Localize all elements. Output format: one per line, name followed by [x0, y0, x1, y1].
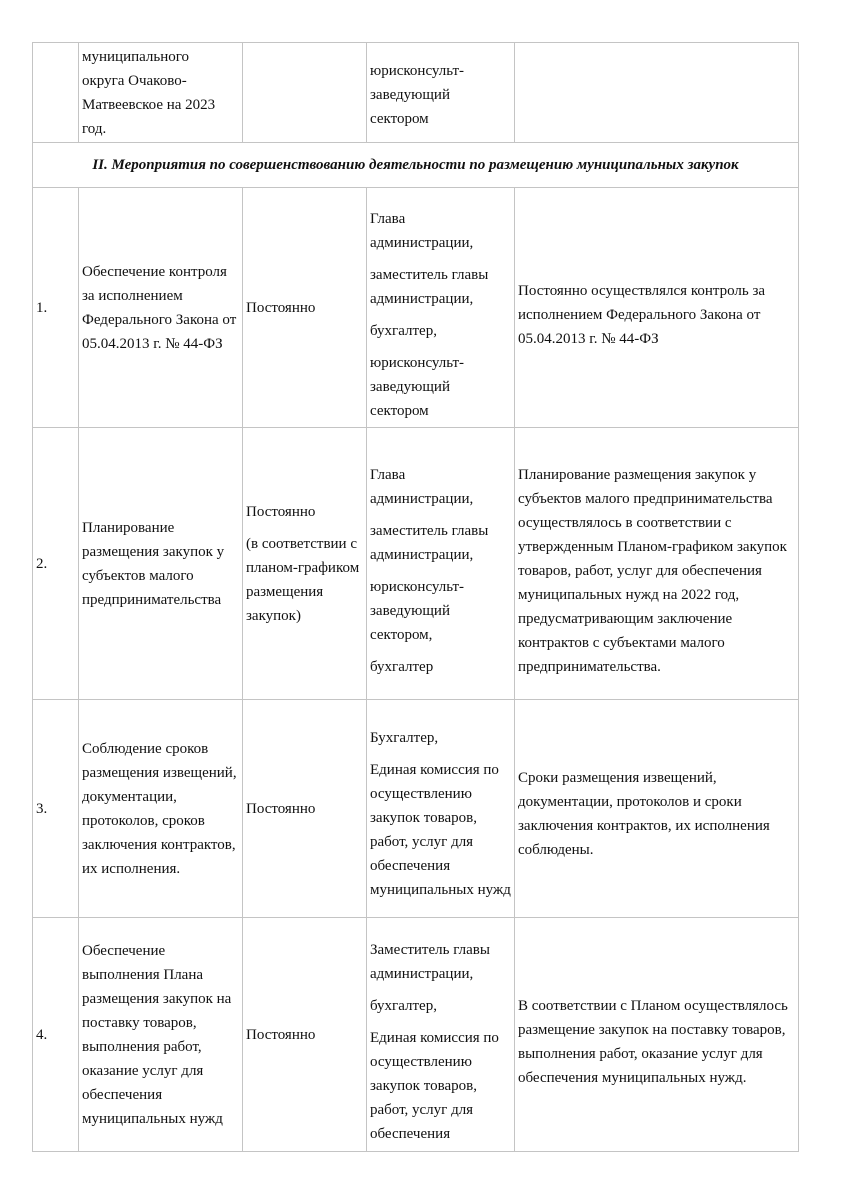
table-row	[33, 428, 799, 700]
responsible-entry: Глава администрации,	[370, 466, 474, 507]
deadline-entry: Постоянно	[246, 503, 316, 520]
responsible-entry: бухгалтер,	[370, 997, 437, 1014]
responsible-cell	[367, 918, 515, 1152]
responsible-entry: Глава администрации,	[370, 210, 474, 251]
responsible-entry: бухгалтер	[370, 658, 434, 675]
deadline-cell	[243, 188, 367, 428]
activity-cell: Обеспечение выполнения Плана размещения закупок на поставку товаров, выполнения работ, оказание услуг для обеспечения муниципальных нужд	[79, 918, 243, 1152]
responsible-entry: юрисконсульт-заведующий сектором	[370, 63, 465, 127]
table-row-continuation	[33, 43, 799, 143]
responsible-cell	[367, 700, 515, 918]
section-title: II. Мероприятия по совершенствованию деятельности по размещению муниципальных закупок	[33, 143, 799, 188]
deadline-entry: (в соответствии с планом-графиком размещения закупок)	[246, 535, 360, 624]
deadline-entry: Постоянно	[246, 1026, 316, 1043]
table-row	[33, 918, 799, 1152]
section-header-row	[33, 143, 799, 188]
result-cell: Сроки размещения извещений, документации, протоколов и сроки заключения контрактов, их исполнения соблюдены.	[515, 700, 799, 918]
document-page	[32, 42, 798, 1152]
result-cell: Планирование размещения закупок у субъектов малого предпринимательства осуществлялось в соответствии с утвержденным Планом-графиком закупок товаров, работ, услуг для обеспечения муниципальных нужд на 2022 год, предусматривающим заключение контрактов с субъектами малого предпринимательства.	[515, 428, 799, 700]
measures-table	[32, 42, 799, 1152]
responsible-cell	[367, 428, 515, 700]
result-cell: Постоянно осуществлялся контроль за исполнением Федерального Закона от 05.04.2013 г. № 44-ФЗ	[515, 188, 799, 428]
row-number-cell: 2.	[33, 428, 79, 700]
responsible-entry: Единая комиссия по осуществлению закупок товаров, работ, услуг для обеспечения	[370, 1029, 499, 1142]
responsible-entry: Единая комиссия по осуществлению закупок товаров, работ, услуг для обеспечения муниципальных нужд	[370, 761, 511, 898]
row-number-cell	[33, 43, 79, 143]
responsible-entry: бухгалтер,	[370, 322, 437, 339]
deadline-cell	[243, 918, 367, 1152]
activity-cell	[79, 43, 243, 143]
activity-line: год.	[82, 120, 107, 137]
activity-cell: Обеспечение контроля за исполнением Федерального Закона от 05.04.2013 г. № 44-ФЗ	[79, 188, 243, 428]
responsible-cell	[367, 188, 515, 428]
table-row	[33, 700, 799, 918]
deadline-cell	[243, 43, 367, 143]
activity-line: округа Очаково-	[82, 72, 187, 89]
responsible-entry: Заместитель главы администрации,	[370, 941, 490, 982]
activity-cell: Планирование размещения закупок у субъектов малого предпринимательства	[79, 428, 243, 700]
deadline-cell	[243, 428, 367, 700]
result-cell: В соответствии с Планом осуществлялось размещение закупок на поставку товаров, выполнения работ, оказание услуг для обеспечения муниципальных нужд.	[515, 918, 799, 1152]
responsible-entry: юрисконсульт-заведующий сектором	[370, 354, 465, 419]
deadline-entry: Постоянно	[246, 800, 316, 817]
row-number-cell: 3.	[33, 700, 79, 918]
responsible-entry: заместитель главы администрации,	[370, 522, 489, 563]
responsible-entry: заместитель главы администрации,	[370, 266, 489, 307]
table-row	[33, 188, 799, 428]
responsible-entry: Бухгалтер,	[370, 729, 439, 746]
activity-line: Матвеевское на 2023	[82, 96, 216, 113]
activity-line: муниципального	[82, 48, 190, 65]
row-number-cell: 1.	[33, 188, 79, 428]
row-number-cell: 4.	[33, 918, 79, 1152]
responsible-cell	[367, 43, 515, 143]
activity-cell: Соблюдение сроков размещения извещений, документации, протоколов, сроков заключения контрактов, их исполнения.	[79, 700, 243, 918]
deadline-cell	[243, 700, 367, 918]
responsible-entry: юрисконсульт-заведующий сектором,	[370, 578, 465, 643]
result-cell	[515, 43, 799, 143]
deadline-entry: Постоянно	[246, 299, 316, 316]
